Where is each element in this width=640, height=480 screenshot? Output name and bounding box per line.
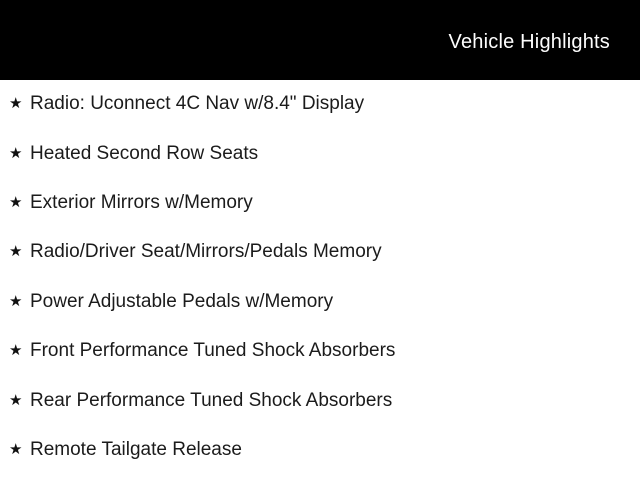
list-item: [0, 327, 640, 376]
star-bullet-icon: ★: [9, 391, 23, 409]
feature-label: Radio: Uconnect 4C Nav w/8.4" Display: [30, 93, 365, 115]
list-item: [0, 376, 640, 425]
feature-label: Radio/Driver Seat/Mirrors/Pedals Memory: [30, 241, 382, 263]
list-item: [0, 179, 640, 228]
feature-list: [0, 80, 640, 480]
feature-label: Exterior Mirrors w/Memory: [30, 192, 253, 214]
feature-label: Heated Second Row Seats: [30, 142, 259, 164]
star-bullet-icon: ★: [9, 95, 23, 113]
list-item: [0, 129, 640, 178]
star-bullet-icon: ★: [9, 440, 23, 458]
list-item: [0, 228, 640, 277]
feature-label: Front Performance Tuned Shock Absorbers: [30, 340, 396, 362]
star-bullet-icon: ★: [9, 342, 23, 360]
feature-label: Remote Tailgate Release: [30, 439, 242, 461]
list-item: [0, 278, 640, 327]
page-title: Vehicle Highlights: [448, 30, 610, 53]
star-bullet-icon: ★: [9, 144, 23, 162]
feature-label: Power Adjustable Pedals w/Memory: [30, 290, 334, 312]
star-bullet-icon: ★: [9, 193, 23, 211]
feature-label: Rear Performance Tuned Shock Absorbers: [30, 389, 393, 411]
star-bullet-icon: ★: [9, 292, 23, 310]
list-item: [0, 80, 640, 129]
header-bar: [0, 0, 640, 80]
star-bullet-icon: ★: [9, 243, 23, 261]
list-item: [0, 426, 640, 475]
